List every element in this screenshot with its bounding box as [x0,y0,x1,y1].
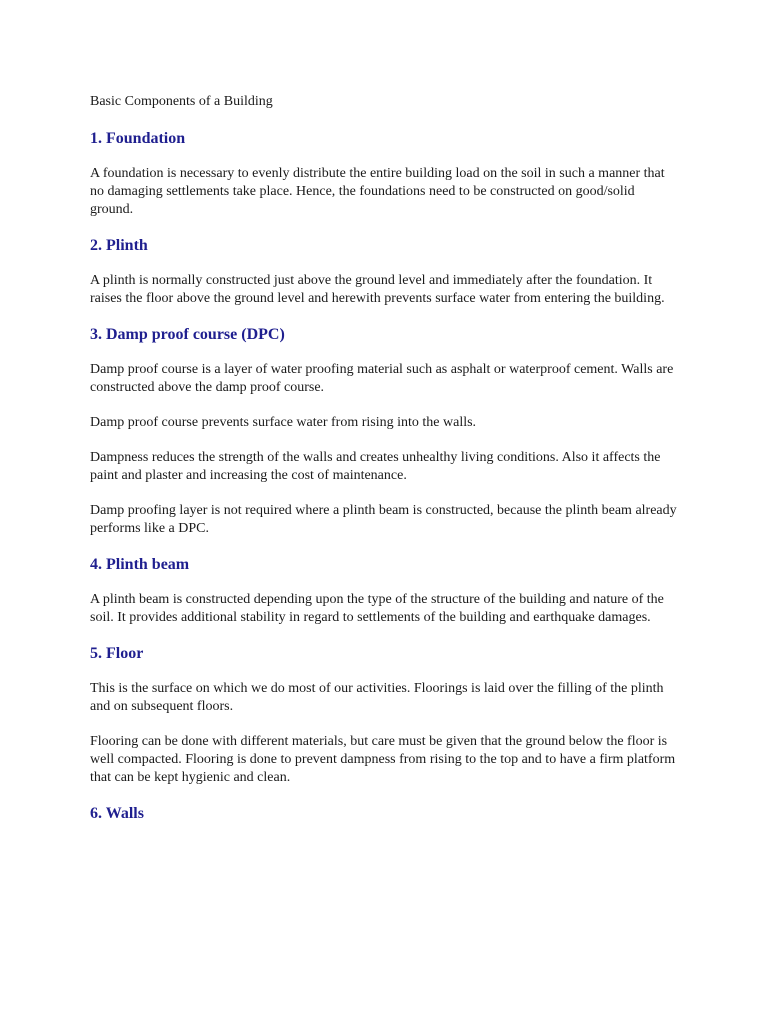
section-walls [90,804,680,824]
section-heading: 1. Foundation [90,130,186,147]
document-title: Basic Components of a Building [90,94,273,109]
paragraph: A plinth beam is constructed depending upon the type of the structure of the building and nature of the soil. It provides additional stability in regard to settlements of the building and earthquake damages. [90,592,664,625]
paragraph: Damp proofing layer is not required where a plinth beam is constructed, because the plinth beam already performs like a DPC. [90,503,677,536]
paragraph: Damp proof course prevents surface water from rising into the walls. [90,415,477,430]
section-heading: 4. Plinth beam [90,556,190,573]
document-page [90,93,680,840]
section-heading: 3. Damp proof course (DPC) [90,326,285,343]
paragraph: Flooring can be done with different materials, but care must be given that the ground below the floor is well compacted. Flooring is done to prevent dampness from rising to the top and to have a firm platform that can be kept hygienic and clean. [90,734,676,785]
paragraph: Dampness reduces the strength of the walls and creates unhealthy living conditions. Also it affects the paint and plaster and increasing the cost of maintenance. [90,450,661,483]
section-plinth [90,236,680,308]
section-floor [90,644,680,787]
section-foundation [90,129,680,219]
section-heading: 6. Walls [90,805,144,822]
section-plinth-beam [90,555,680,627]
section-heading: 2. Plinth [90,237,148,254]
section-heading: 5. Floor [90,645,144,662]
paragraph: A foundation is necessary to evenly distribute the entire building load on the soil in such a manner that no damaging settlements take place. Hence, the foundations need to be constructed on good/solid ground. [90,166,665,217]
section-damp-proof-course [90,325,680,538]
paragraph: This is the surface on which we do most of our activities. Floorings is laid over the filling of the plinth and on subsequent floors. [90,681,664,714]
paragraph: A plinth is normally constructed just above the ground level and immediately after the foundation. It raises the floor above the ground level and herewith prevents surface water from entering the building. [90,273,665,306]
paragraph: Damp proof course is a layer of water proofing material such as asphalt or waterproof cement. Walls are constructed above the damp proof course. [90,362,674,395]
